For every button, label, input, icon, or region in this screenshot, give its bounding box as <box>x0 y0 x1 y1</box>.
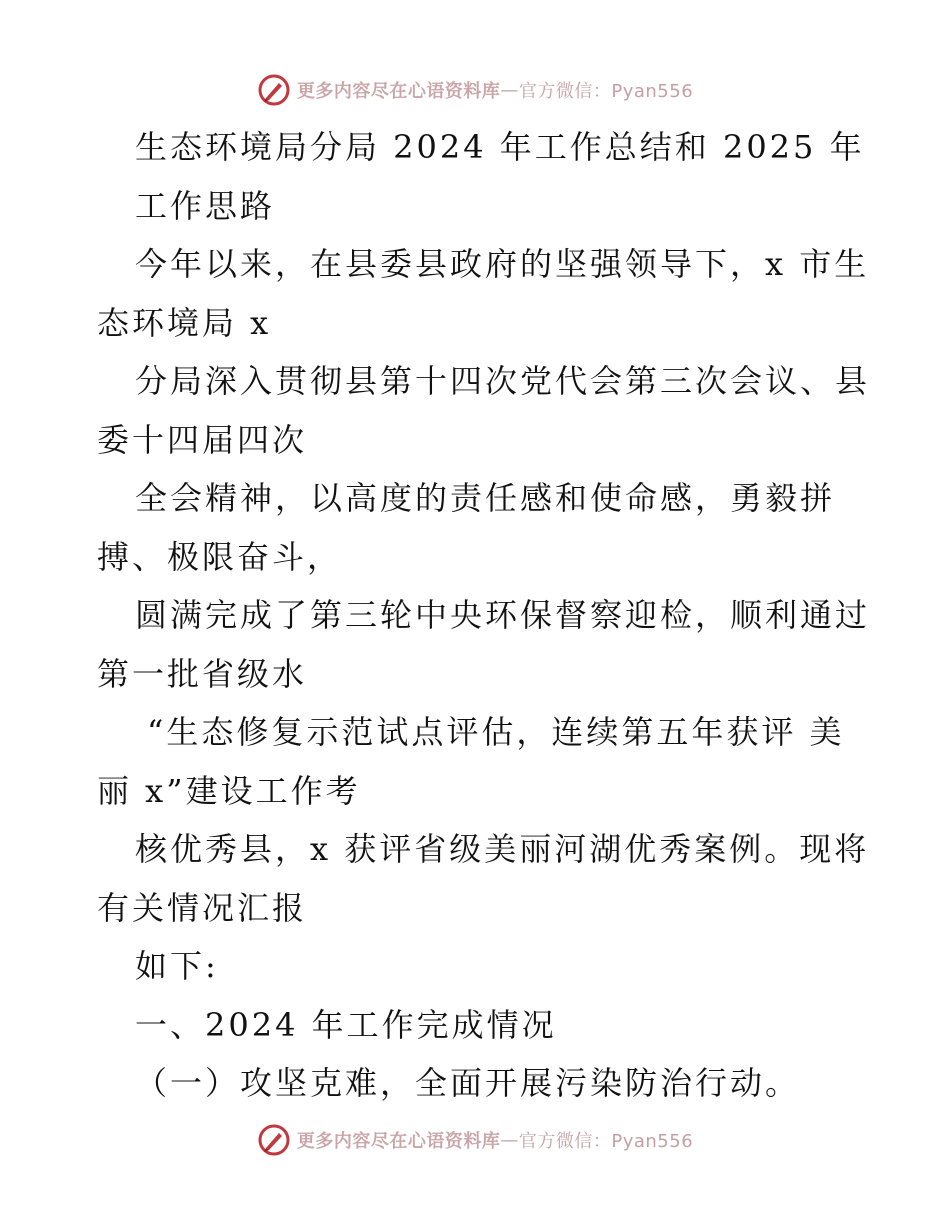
watermark-separator: — <box>500 79 519 101</box>
paragraph-line: 圆满完成了第三轮中央环保督察迎检，顺利通过 <box>135 596 871 634</box>
paragraph-line: 有关情况汇报 <box>97 888 308 927</box>
pen-logo-icon <box>257 73 291 107</box>
watermark-contact: 官方微信：Pyan556 <box>518 1131 694 1152</box>
subsection-heading: （一）攻坚克难，全面开展污染防治行动。 <box>135 1064 801 1102</box>
watermark-main-text: 更多内容尽在心语资料库 <box>296 1131 501 1152</box>
paragraph-line: “生态修复示范试点评估，连续第五年获评 美 <box>147 713 845 751</box>
pen-logo-icon <box>257 1123 291 1157</box>
paragraph-line: 全会精神，以高度的责任感和使命感，勇毅拼 <box>135 479 836 517</box>
section-heading: 一、2024 年工作完成情况 <box>135 1005 557 1044</box>
paragraph-line: 分局深入贯彻县第十四次党代会第三次会议、县 <box>135 362 871 400</box>
paragraph-line: 搏、极限奋斗， <box>97 537 343 576</box>
title-line-2: 工作思路 <box>135 186 276 225</box>
document-body <box>97 118 871 1113</box>
paragraph-line: 丽 x”建设工作考 <box>97 771 361 810</box>
paragraph-line: 如下: <box>135 947 219 985</box>
watermark-separator: — <box>500 1129 519 1151</box>
paragraph-line: 今年以来，在县委县政府的坚强领导下，x 市生 <box>135 245 870 283</box>
paragraph-line: 委十四届四次 <box>97 420 308 459</box>
paragraph-line: 核优秀县，x 获评省级美丽河湖优秀案例。现将 <box>135 830 870 868</box>
paragraph-line: 态环境局 x <box>97 303 272 342</box>
title-line-1: 生态环境局分局 2024 年工作总结和 2025 年 <box>135 128 865 166</box>
paragraph-line: 第一批省级水 <box>97 654 308 693</box>
watermark-contact: 官方微信：Pyan556 <box>518 81 694 102</box>
watermark-footer <box>0 1120 950 1160</box>
watermark-header <box>0 70 950 110</box>
watermark-main-text: 更多内容尽在心语资料库 <box>296 81 501 102</box>
